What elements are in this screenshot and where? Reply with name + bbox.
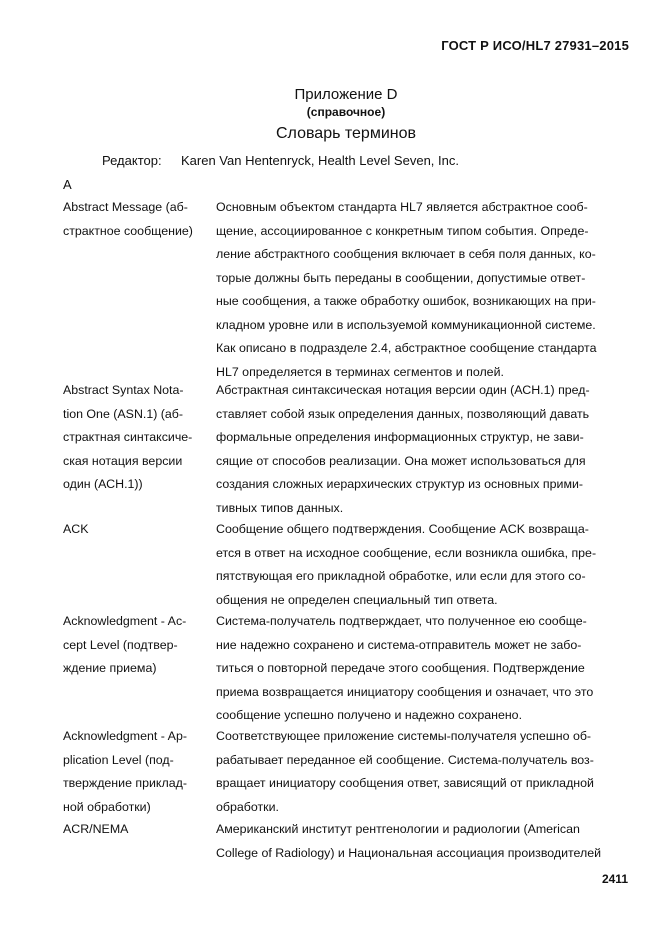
definition-line: Соответствующее приложение системы-получателя успешно об- (216, 729, 592, 743)
definition-line: обработки. (216, 799, 279, 814)
glossary-term (63, 725, 187, 819)
definition-line: ние надежно сохранено и система-отправитель может не забо- (216, 637, 582, 652)
definition-line: ставляет собой язык определения данных, позволяющий давать (216, 406, 590, 421)
definition-line: ется в ответ на исходное сообщение, если возникла ошибка, пре- (216, 545, 597, 560)
glossary-term (63, 610, 186, 681)
definition-line: тивных типов данных. (216, 500, 344, 515)
glossary-definition (216, 196, 596, 384)
term-line: один (АСН.1)) (63, 477, 143, 491)
term-line: tion One (ASN.1) (аб- (63, 406, 184, 421)
glossary-definition (216, 379, 590, 520)
glossary-term (63, 818, 128, 842)
term-line: ной обработки) (63, 799, 151, 814)
term-line: Acknowledgment - Ap- (63, 729, 187, 743)
appendix-title: Приложение D (294, 86, 398, 103)
glossary-heading: Словарь терминов (276, 125, 416, 142)
term-line: Abstract Message (аб- (63, 200, 188, 214)
definition-line: создания сложных иерархических структур из основных прими- (216, 477, 584, 491)
term-line: ждение приема) (63, 661, 157, 675)
definition-line: щение, ассоциированное с конкретным типом события. Опреде- (216, 223, 589, 238)
definition-line: Американский институт рентгенологии и радиологии (American (216, 822, 580, 836)
definition-line: Основным объектом стандарта HL7 является абстрактное сооб- (216, 200, 588, 214)
glossary-term (63, 379, 192, 497)
definition-line: приема возвращается инициатору сообщения и означает, что это (216, 684, 594, 699)
glossary-definition (216, 818, 601, 865)
term-line: тверждение приклад- (63, 776, 187, 790)
definition-line: кладном уровне или в используемой коммуникационной системе. (216, 317, 596, 332)
definition-line: рабатывает переданное ей сообщение. Система-получатель воз- (216, 752, 594, 767)
definition-line: титься о повторной передаче этого сообщения. Подтверждение (216, 661, 585, 675)
definition-line: HL7 определяется в терминах сегментов и полей. (216, 364, 504, 379)
definition-line: Система-получатель подтверждает, что полученное ею сообще- (216, 614, 587, 628)
standard-code: ГОСТ Р ИСО/HL7 27931–2015 (441, 38, 629, 53)
definition-line: Абстрактная синтаксическая нотация версии один (АСН.1) пред- (216, 383, 590, 397)
glossary-definition (216, 518, 596, 612)
term-line: ACK (63, 522, 89, 536)
glossary-definition (216, 610, 593, 728)
definition-line: пятствующая его прикладной обработке, или если для этого со- (216, 569, 586, 583)
glossary-definition (216, 725, 594, 819)
term-line: ская нотация версии (63, 453, 183, 468)
definition-line: ление абстрактного сообщения включает в себя поля данных, ко- (216, 247, 596, 261)
term-line: ACR/NEMA (63, 822, 129, 836)
editor-label: Редактор: (102, 153, 162, 168)
definition-line: ные сообщения, а также обработку ошибок, возникающих на при- (216, 294, 596, 308)
definition-line: сообщение успешно получено и надежно сохранено. (216, 708, 523, 722)
appendix-subtitle: (справочное) (306, 105, 386, 119)
editor-name: Karen Van Hentenryck, Health Level Seven, Inc. (181, 153, 459, 168)
definition-line: сящие от способов реализации. Она может использоваться для (216, 453, 586, 468)
page-number: 2411 (601, 872, 628, 886)
definition-line: формальные определения информационных структур, не зави- (216, 430, 584, 444)
glossary-term (63, 518, 88, 542)
term-line: страктное сообщение) (63, 223, 193, 238)
glossary-term (63, 196, 193, 243)
term-line: Abstract Syntax Nota- (63, 383, 184, 397)
term-line: plication Level (под- (63, 752, 174, 767)
definition-line: вращает инициатору сообщения ответ, зависящий от прикладной (216, 776, 594, 790)
definition-line: College of Radiology) и Национальная ассоциация производителей (216, 845, 602, 860)
definition-line: Сообщение общего подтверждения. Сообщение ACK возвраща- (216, 522, 589, 536)
term-line: cept Level (подтвер- (63, 637, 178, 652)
term-line: страктная синтаксиче- (63, 430, 193, 444)
term-line: Acknowledgment - Ac- (63, 614, 187, 628)
definition-line: общения не определен специальный тип ответа. (216, 592, 498, 607)
definition-line: Как описано в подразделе 2.4, абстрактное сообщение стандарта (216, 341, 597, 355)
definition-line: торые должны быть переданы в сообщении, допустимые ответ- (216, 270, 586, 285)
section-letter: A (63, 177, 72, 192)
